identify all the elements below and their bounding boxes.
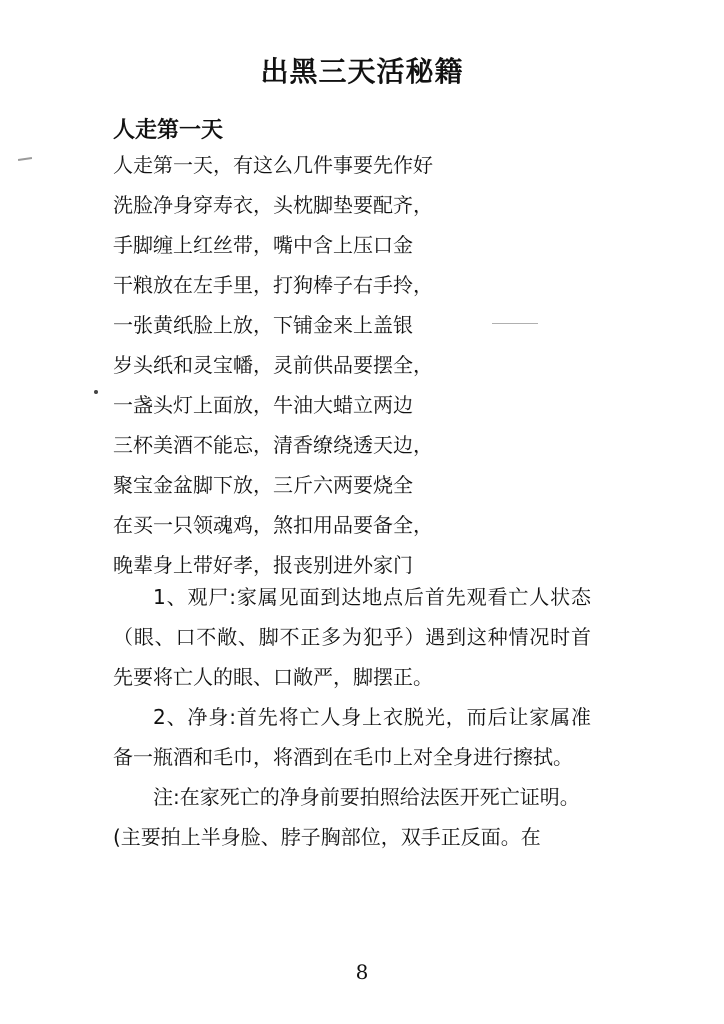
paragraph-body-cleansing: 2、净身:首先将亡人身上衣脱光，而后让家属准备一瓶酒和毛巾，将酒到在毛巾上对全身进行擦拭。 <box>113 705 591 769</box>
verse-line: 一张黄纸脸上放，下铺金来上盖银 <box>113 313 413 337</box>
verse-line: 在买一只领魂鸡，煞扣用品要备全， <box>113 513 433 537</box>
verse-line: 手脚缠上红丝带，嘴中含上压口金 <box>113 233 413 257</box>
section-heading: 人走第一天 <box>113 118 224 143</box>
page-number: 8 <box>355 960 369 984</box>
verse-line: 晚辈身上带好孝，报丧别进外家门 <box>113 553 413 577</box>
scan-speck <box>18 157 32 161</box>
scan-speck <box>492 323 538 324</box>
verse-line: 干粮放在左手里，打狗棒子右手拎， <box>113 273 433 297</box>
verse-line: 聚宝金盆脚下放，三斤六两要烧全 <box>113 473 413 497</box>
page-title: 出黑三天活秘籍 <box>260 55 464 88</box>
verse-line: 三杯美酒不能忘，清香缭绕透天边， <box>113 433 433 457</box>
verse-line: 洗脸净身穿寿衣，头枕脚垫要配齐， <box>113 193 433 217</box>
verse-line: 一盏头灯上面放，牛油大蜡立两边 <box>113 393 413 417</box>
prose-block <box>113 577 591 857</box>
verse-block <box>113 145 613 585</box>
paragraph-continued: (主要拍上半身脸、脖子胸部位，双手正反面。在 <box>113 825 541 849</box>
paragraph-corpse-inspection: 1、观尸:家属见面到达地点后首先观看亡人状态（眼、口不敞、脚不正多为犯乎）遇到这种情况时首先要将亡人的眼、口敞严，脚摆正。 <box>113 585 591 689</box>
verse-line: 人走第一天，有这么几件事要先作好 <box>113 153 433 177</box>
scan-speck <box>94 390 98 394</box>
verse-line: 岁头纸和灵宝幡，灵前供品要摆全， <box>113 353 433 377</box>
paragraph-note: 注:在家死亡的净身前要拍照给法医开死亡证明。 <box>153 785 580 809</box>
